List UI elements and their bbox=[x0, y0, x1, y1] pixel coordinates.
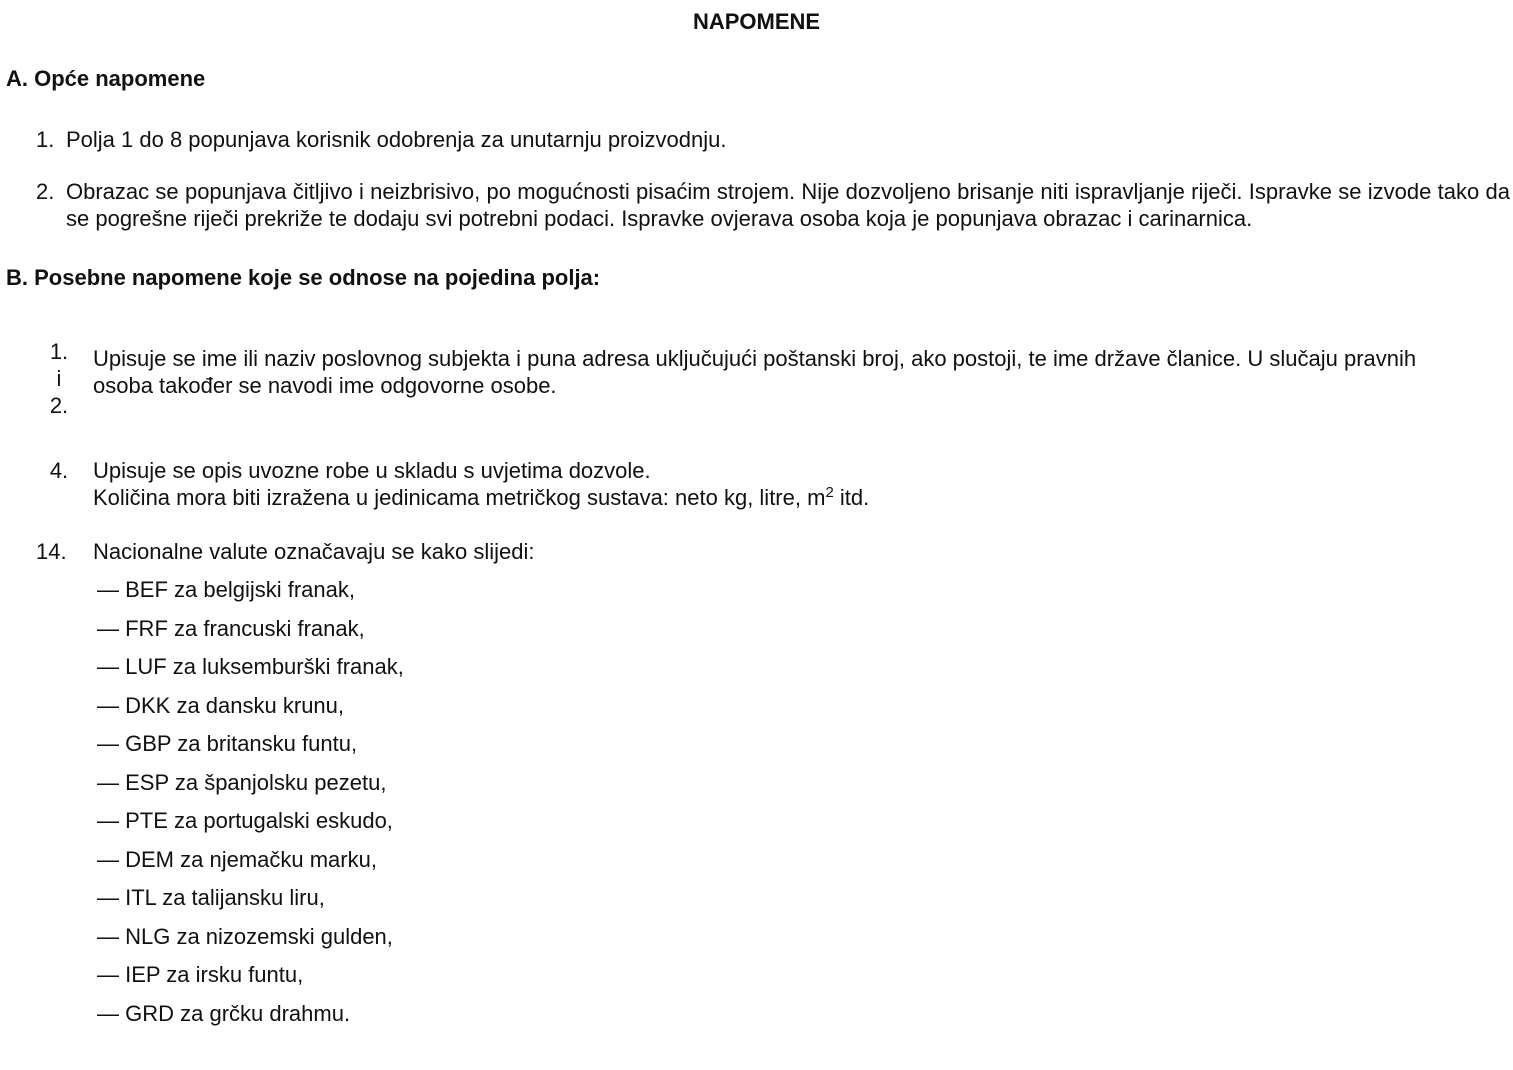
note-b4-superscript: 2 bbox=[825, 484, 834, 501]
note-b14-number: 14. bbox=[36, 539, 67, 564]
note-b4-line2 bbox=[93, 484, 1473, 511]
note-a1-number: 1. bbox=[36, 127, 55, 152]
section-a-heading: A. Opće napomene bbox=[6, 66, 206, 91]
note-b1-text: Upisuje se ime ili naziv poslovnog subjekta i puna adresa uključujući poštanski broj, ako postoji, te ime države članice. U slučaju pravnih osoba također se navodi ime odgovorne osobe. bbox=[93, 346, 1417, 398]
note-a1-text: Polja 1 do 8 popunjava korisnik odobrenja za unutarnju proizvodnju. bbox=[66, 127, 727, 152]
note-b4-line1: Upisuje se opis uvozne robe u skladu s uvjetima dozvole. bbox=[93, 458, 651, 483]
note-b1-number-top: 1. bbox=[49, 339, 69, 364]
currency-item: — BEF za belgijski franak, bbox=[97, 577, 355, 602]
currency-item: — GBP za britansku funtu, bbox=[97, 731, 358, 756]
section-b-heading: B. Posebne napomene koje se odnose na pojedina polja: bbox=[6, 265, 601, 290]
note-a2-number: 2. bbox=[36, 179, 55, 204]
note-b14-intro: Nacionalne valute označavaju se kako slijedi: bbox=[93, 539, 535, 564]
note-b1-number-mid: i bbox=[56, 366, 62, 391]
currency-item: — GRD za grčku drahmu. bbox=[97, 1001, 351, 1026]
currency-item: — ITL za talijansku liru, bbox=[97, 885, 325, 910]
currency-item: — LUF za luksemburški franak, bbox=[97, 654, 404, 679]
note-b1-number-bottom: 2. bbox=[49, 393, 69, 418]
currency-item: — NLG za nizozemski gulden, bbox=[97, 924, 393, 949]
note-b4-line2-suffix: itd. bbox=[833, 485, 870, 510]
currency-item: — FRF za francuski franak, bbox=[97, 616, 365, 641]
note-a2-text: Obrazac se popunjava čitljivo i neizbrisivo, po mogućnosti pisaćim strojem. Nije dozvoljeno brisanje niti ispravljanje riječi. Ispravke se izvode tako da se pogrešne riječi prekriže te dodaju svi potrebni podaci. Ispravke ovjerava osoba koja je popunjava obrazac i carinarnica. bbox=[66, 179, 1510, 231]
currency-item: — IEP za irsku funtu, bbox=[97, 962, 304, 987]
currency-item: — PTE za portugalski eskudo, bbox=[97, 808, 393, 833]
currency-item: — DEM za njemačku marku, bbox=[97, 847, 377, 872]
currency-item: — DKK za dansku krunu, bbox=[97, 693, 345, 718]
note-b4-number: 4. bbox=[49, 458, 69, 483]
currency-item: — ESP za španjolsku pezetu, bbox=[97, 770, 387, 795]
note-b4-line2-prefix: Količina mora biti izražena u jedinicama metričkog sustava: neto kg, litre, m bbox=[93, 485, 826, 510]
page-title: NAPOMENE bbox=[692, 9, 821, 34]
